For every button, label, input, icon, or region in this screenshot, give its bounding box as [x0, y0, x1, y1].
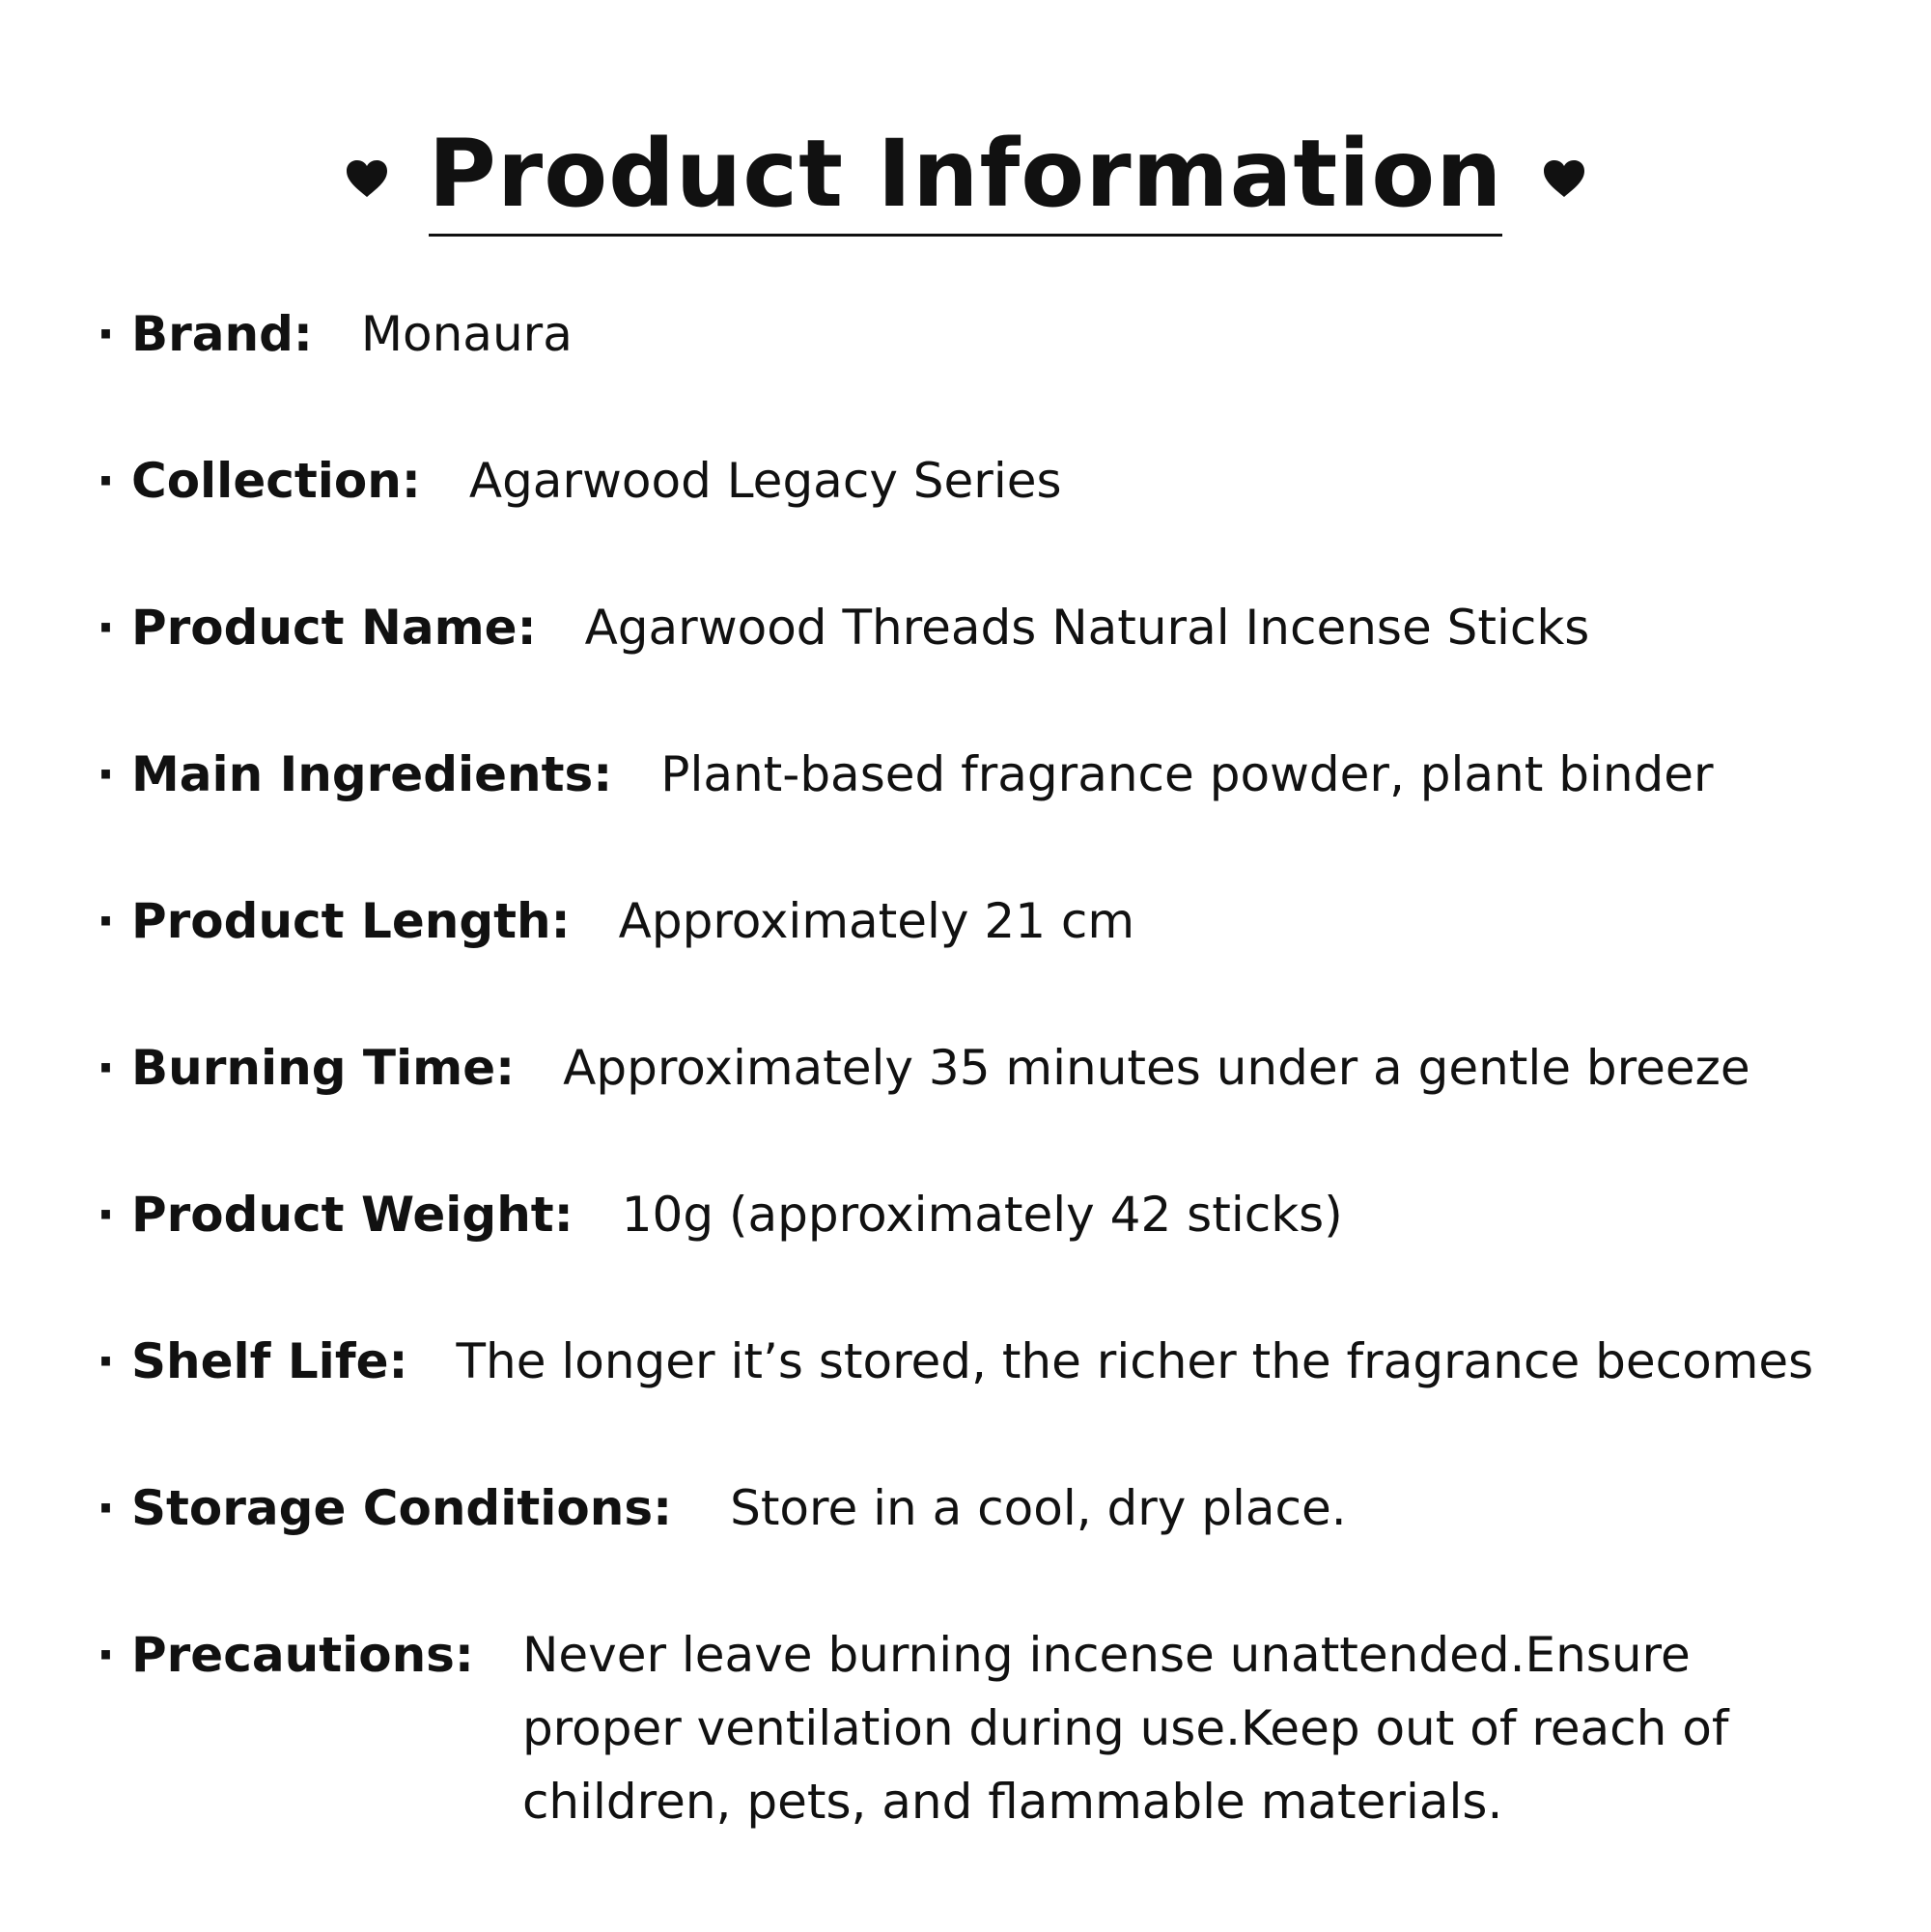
info-label: Main Ingredients: [131, 746, 613, 802]
bullet: · [97, 746, 115, 802]
info-label: Storage Conditions: [131, 1480, 673, 1536]
info-label: Brand: [131, 306, 313, 362]
info-label: Product Length: [131, 893, 571, 949]
info-value: Plant-based fragrance powder, plant binder [660, 746, 1714, 802]
info-item-burning-time [97, 1031, 1854, 1105]
bullet: · [97, 1480, 115, 1536]
bullet: · [97, 600, 115, 656]
info-item-storage-conditions [97, 1471, 1854, 1545]
heart-icon [1537, 152, 1591, 206]
info-value: Approximately 21 cm [618, 893, 1135, 949]
info-item-precautions [97, 1618, 1854, 1838]
info-label: Shelf Life: [131, 1333, 408, 1389]
info-value: Agarwood Threads Natural Incense Sticks [584, 600, 1590, 656]
info-label: Product Name: [131, 600, 537, 656]
heart-icon [340, 152, 394, 206]
info-item-product-length [97, 884, 1854, 958]
info-value: The longer it’s stored, the richer the fragrance becomes [456, 1333, 1814, 1389]
bullet: · [97, 1627, 115, 1683]
bullet: · [97, 306, 115, 362]
bullet: · [97, 453, 115, 509]
bullet: · [97, 1187, 115, 1243]
info-item-product-name [97, 591, 1854, 664]
info-value: Never leave burning incense unattended.Ensure proper ventilation during use.Keep out of reach of children, pets, and flammable materials. [521, 1627, 1729, 1830]
bullet: · [97, 1040, 115, 1096]
info-label: Precautions: [131, 1627, 474, 1683]
info-item-collection [97, 444, 1854, 518]
title-block [0, 114, 1931, 249]
bullet: · [97, 893, 115, 949]
info-item-brand [97, 297, 1854, 371]
info-label: Burning Time: [131, 1040, 516, 1096]
page-title: Product Information [429, 127, 1503, 237]
info-label: Collection: [131, 453, 421, 509]
info-value: 10g (approximately 42 sticks) [621, 1187, 1343, 1243]
info-item-shelf-life [97, 1325, 1854, 1398]
info-value: Approximately 35 minutes under a gentle breeze [563, 1040, 1750, 1096]
info-item-product-weight [97, 1178, 1854, 1251]
info-value: Store in a cool, dry place. [730, 1480, 1347, 1536]
info-value: Agarwood Legacy Series [468, 453, 1062, 509]
info-item-main-ingredients [97, 738, 1854, 811]
bullet: · [97, 1333, 115, 1389]
info-label: Product Weight: [131, 1187, 574, 1243]
info-value: Monaura [360, 306, 573, 362]
